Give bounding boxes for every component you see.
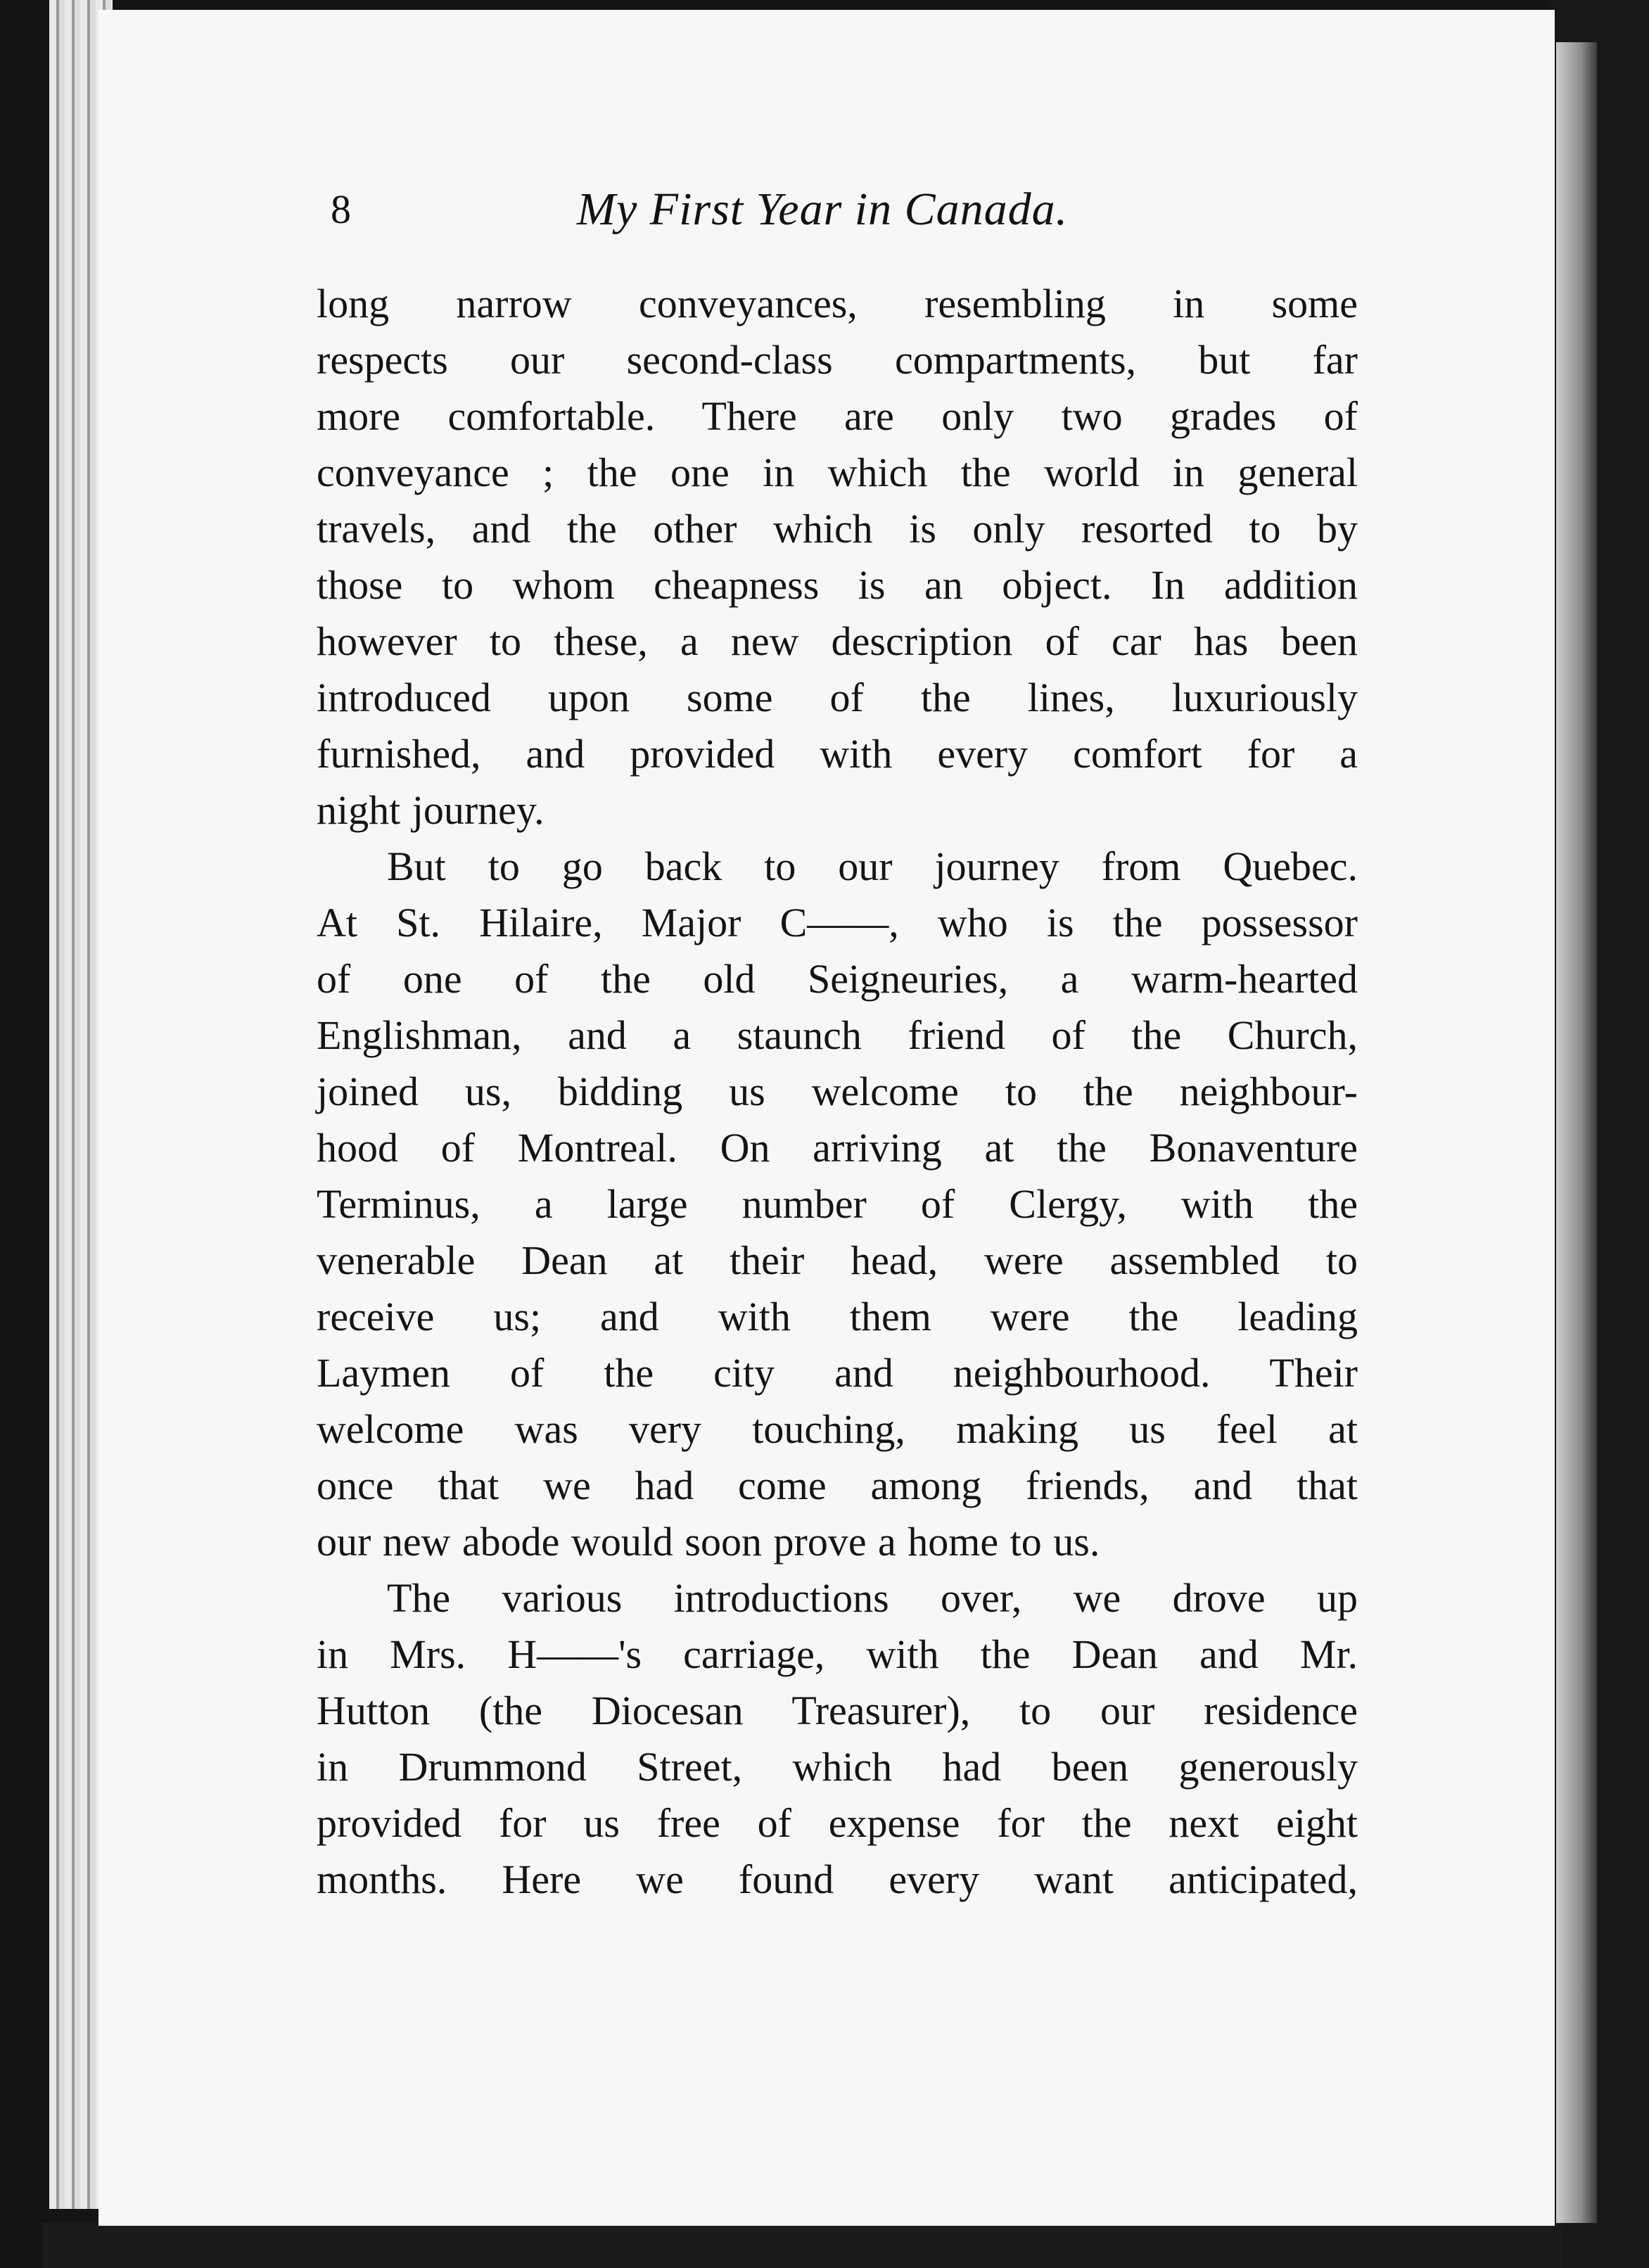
text-line: Terminus, a large number of Clergy, with the	[317, 1181, 1358, 1227]
text-line: of one of the old Seigneuries, a warm-hearted	[317, 956, 1358, 1002]
text-line: respects our second-class compartments, but far	[317, 337, 1358, 383]
text-line: however to these, a new description of car has been	[317, 618, 1358, 664]
text-line: venerable Dean at their head, were assembled to	[317, 1237, 1358, 1283]
text-line: travels, and the other which is only resorted to by	[317, 506, 1358, 552]
text-line: in Drummond Street, which had been generously	[317, 1744, 1358, 1790]
text-line: months. Here we found every want anticipated,	[317, 1856, 1358, 1902]
text-line: night journey.	[317, 787, 545, 833]
text-line: At St. Hilaire, Major C——, who is the possessor	[317, 900, 1358, 945]
text-line: joined us, bidding us welcome to the neighbour-	[317, 1069, 1358, 1114]
text-line: Laymen of the city and neighbourhood. Their	[317, 1350, 1358, 1396]
text-line: furnished, and provided with every comfort for a	[317, 731, 1358, 777]
text-line: receive us; and with them were the leading	[317, 1294, 1358, 1339]
text-line: welcome was very touching, making us feel at	[317, 1406, 1358, 1452]
text-line: long narrow conveyances, resembling in some	[317, 281, 1358, 326]
text-line: conveyance ; the one in which the world in general	[317, 450, 1358, 495]
text-line: once that we had come among friends, and that	[317, 1463, 1358, 1508]
text-line: The various introductions over, we drove up	[387, 1575, 1358, 1621]
text-line: provided for us free of expense for the next eight	[317, 1800, 1358, 1846]
text-line: in Mrs. H——'s carriage, with the Dean and Mr.	[317, 1631, 1358, 1677]
page-header	[331, 181, 1358, 245]
text-line: introduced upon some of the lines, luxuriously	[317, 675, 1358, 720]
facing-page-edge	[1556, 42, 1597, 2223]
text-line: But to go back to our journey from Quebec.	[387, 843, 1358, 889]
page-number: 8	[331, 186, 351, 232]
text-line: more comfortable. There are only two grades of	[317, 393, 1358, 439]
text-line: our new abode would soon prove a home to us.	[317, 1519, 1100, 1565]
text-line: those to whom cheapness is an object. In addition	[317, 562, 1358, 608]
bottom-shadow	[42, 2223, 1562, 2268]
running-title: My First Year in Canada.	[577, 184, 1069, 235]
body-text	[317, 276, 1358, 1908]
text-line: Englishman, and a staunch friend of the Church,	[317, 1012, 1358, 1058]
text-line: Hutton (the Diocesan Treasurer), to our residence	[317, 1688, 1358, 1733]
text-line: hood of Montreal. On arriving at the Bonaventure	[317, 1125, 1358, 1171]
